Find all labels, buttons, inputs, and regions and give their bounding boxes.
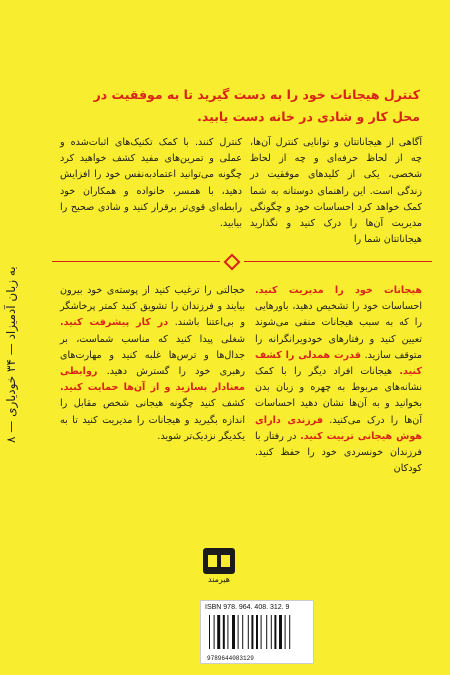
ornament-divider — [52, 256, 432, 268]
features-right-column — [255, 283, 422, 477]
intro-left-column: کنترل کنند. با کمک تکنیک‌های اثبات‌شده و عملی و تمرین‌های مفید کشف خواهید کرد چگونه می‌توانید اعتمادبه‌نفس خود را افزایش دهید، با همسر، خانواده و همکاران خود رابطه‌ای قوی‌تر برقرار کنید و شادی صحیح را بیابید. — [60, 137, 242, 230]
feature-heading: قدرت همدلی را کشف کنید. — [255, 349, 422, 378]
barcode-label — [200, 600, 314, 664]
feature-body: هیجانات افراد دیگر را با کمک نشانه‌های مربوط به چهره و زبان بدن بخوانید و به آن‌ها نشان دهید احساسات آن‌ها را درک می‌کنید. — [255, 366, 422, 426]
feature-body: شغلی پیدا کنید که مناسب شماست، بر جدال‌ها و ترس‌ها غلبه کنید و مهارت‌های رهبری خود را گسترش دهید. — [60, 333, 245, 378]
publisher-logo — [198, 548, 240, 588]
feature-heading: فرزندی دارای هوش هیجانی تربیت کنید. — [255, 414, 422, 442]
publisher-name: هیرمند — [208, 575, 230, 584]
feature-body: احساسات خود را تشخیص دهید، باورهایی را که به سبب هیجانات منفی می‌شوند تعیین کنید و رفتارهای خودویرانگرانه را متوقف سازید. — [255, 301, 422, 361]
feature-heading: در کار پیشرفت کنید. — [60, 317, 169, 329]
divider-line-left — [52, 261, 220, 262]
series-label: به زبان آدمیزاد — ۳۴ خودیاری — ۸ — [4, 266, 18, 444]
feature-heading: روابطی معنادار بسازید و از آن‌ها حمایت کنید. — [60, 366, 245, 394]
features-left-column — [60, 283, 245, 445]
diamond-icon — [224, 254, 241, 271]
barcode-icon — [209, 615, 305, 653]
feature-body: خجالتی را ترغیب کنید از پوسته‌ی خود بیرون بیایند و فرزندان را تشویق کنید کمتر پرخاشگر و بی‌اعتنا باشند. — [60, 285, 245, 329]
barcode-number: 9789644083129 — [207, 655, 254, 662]
divider-line-right — [244, 261, 432, 262]
feature-heading: هیجانات خود را مدیریت کنید. — [255, 285, 422, 296]
headline: کنترل هیجانات خود را به دست گیرید تا به موفقیت در محل کار و شادی در خانه دست یابید. — [93, 87, 420, 124]
feature-body: کشف کنید چگونه هیجانی شخص مقابل را اندازه بگیرید و هیجانات را مدیریت کنید تا به یکدیگر نزدیک‌تر شوید. — [60, 398, 245, 442]
feature-body: در رفتار با فرزندان خونسردی خود را حفظ کنید. کودکان — [255, 430, 422, 475]
publisher-logo-icon — [203, 548, 235, 574]
intro-right-column: آگاهی از هیجاناتتان و توانایی کنترل آن‌ها، چه از لحاظ حرفه‌ای و چه از لحاظ شخصی، یکی از کلیدهای موفقیت در زندگی است. این راهنمای دوستانه به شما کمک خواهد کرد احساسات خود و چگونگی مدیریت آن‌ها را درک کنید و نگذارید هیجاناتتان شما را — [250, 137, 422, 246]
isbn-text: ISBN 978. 964. 408. 312. 9 — [205, 604, 290, 611]
